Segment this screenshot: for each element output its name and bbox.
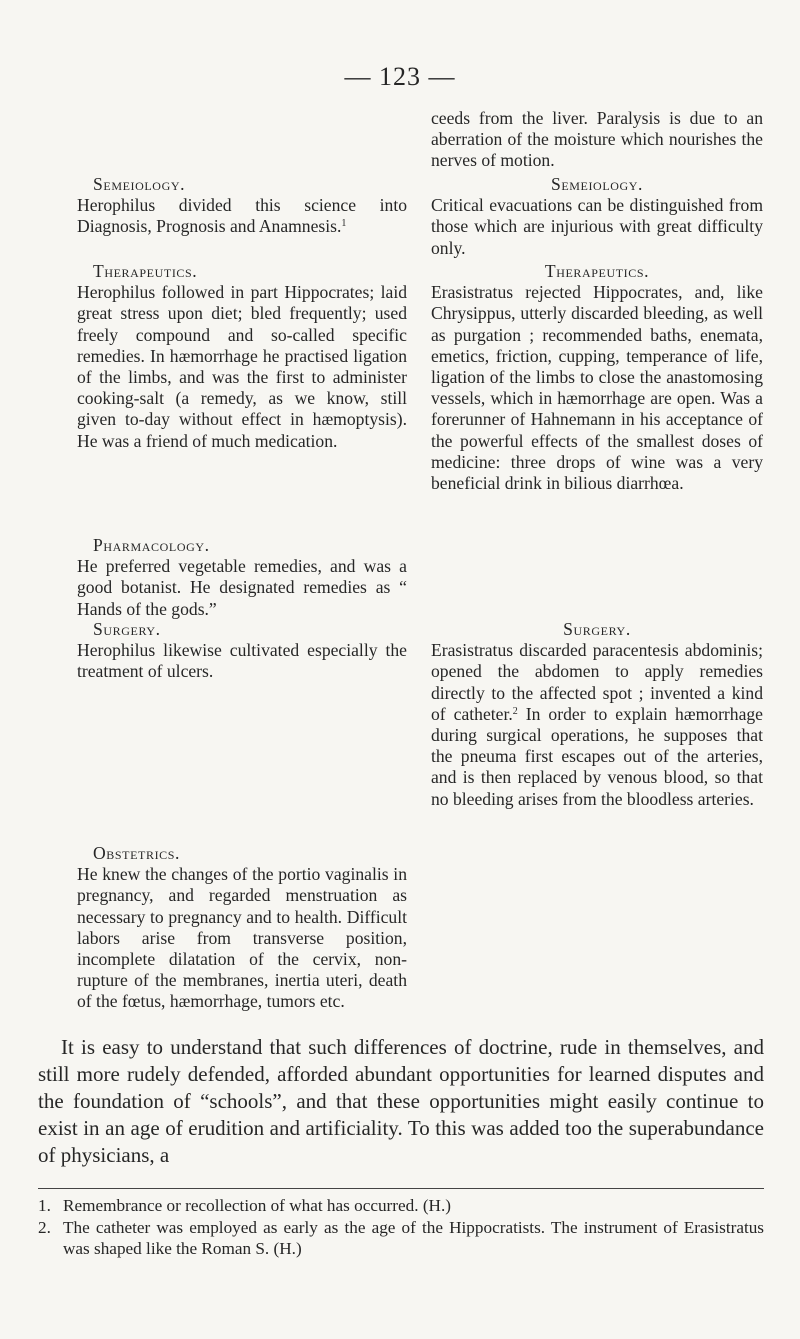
footnote-2	[38, 1217, 764, 1259]
left-obstetrics-text: He knew the changes of the portio vaginalis in pregnancy, and regarded menstruation as necessary to pregnancy and to health. Difficult labors arise from transverse position, incomplete dilatation of the cervix, non-rupture of the membranes, inertia uteri, death of the fœtus, hæmorrhage, tumors etc.	[77, 864, 407, 1012]
footnote-1	[38, 1195, 764, 1216]
right-therapeutics-text: Erasistratus rejected Hippocrates, and, like Chrysippus, utterly discarded bleeding, as well as purgation ; recommended baths, enemata, emetics, friction, cupping, temperance of life, ligation of the limbs to close the anastomosing vessels, which in hæmorrhage are open. Was a forerunner of Hahnemann in his acceptance of the powerful effects of the smallest doses of medicine: three drops of wine was a very beneficial drink in bilious diarrhœa.	[431, 282, 763, 494]
left-semeiology-heading: Semeiology.	[93, 174, 186, 194]
footnote-ref-2: 2	[512, 705, 518, 717]
page-number: — 123 —	[344, 62, 456, 91]
left-therapeutics-text: Herophilus followed in part Hippocrates; laid great stress upon diet; bled frequently; used freely compound and so-called specific remedies. In hæmorrhage he practised ligation of the limbs, and was the first to administer cooking-salt (a remedy, as we know, still given to-day without effect in hæmoptysis). He was a friend of much medication.	[77, 282, 407, 451]
left-semeiology-text: Herophilus divided this science into Diagnosis, Prognosis and Anamnesis.$^1$	[77, 195, 407, 237]
left-surgery-text: Herophilus likewise cultivated especially the treatment of ulcers.	[77, 640, 407, 682]
right-surgery-text: Erasistratus discarded paracentesis abdominis; opened the abdomen to apply remedies directly to the affected spot ; invented a kind of catheter.$^2$ In order to explain hæmorrhage during surgical operations, he supposes that the pneuma first escapes out of the arteries, and is then replaced by venous blood, so that no bleeding arises from the bloodless arteries.	[431, 640, 763, 809]
footnote-divider	[38, 1188, 764, 1189]
left-surgery-section	[77, 619, 407, 683]
left-pharmacology-text: He preferred vegetable remedies, and was a good botanist. He designated remedies as “ Hands of the gods.”	[77, 556, 407, 619]
right-semeiology-section	[431, 174, 763, 259]
right-therapeutics-section	[431, 261, 763, 494]
right-intro-section	[431, 108, 763, 172]
right-therapeutics-heading: Therapeutics.	[544, 261, 650, 281]
left-pharmacology-heading: Pharmacology.	[93, 535, 210, 555]
footnote-number: 2.	[38, 1218, 51, 1237]
footnote-text: The catheter was employed as early as the age of the Hippocratists. The instrument of Erasistratus was shaped like the Roman S. (H.)	[63, 1218, 764, 1258]
left-obstetrics-section	[77, 843, 407, 1013]
footnote-number: 1.	[38, 1196, 51, 1215]
right-surgery-heading: Surgery.	[563, 619, 631, 639]
left-obstetrics-heading: Obstetrics.	[93, 843, 181, 863]
left-therapeutics-heading: Therapeutics.	[93, 261, 198, 281]
main-paragraph: It is easy to understand that such differences of doctrine, rude in themselves, and still more rudely defended, afforded abundant opportunities for learned disputes and the foundation of “schools”, and that these opportunities might easily continue to exist in an age of erudition and artificiality. To this was added too the superabundance of physicians, a	[38, 1035, 764, 1167]
right-semeiology-text: Critical evacuations can be distinguished from those which are injurious with great difficulty only.	[431, 195, 763, 258]
right-surgery-section	[431, 619, 763, 810]
left-surgery-heading: Surgery.	[93, 619, 161, 639]
left-pharmacology-section	[77, 535, 407, 620]
left-therapeutics-section	[77, 261, 407, 452]
footnotes	[38, 1195, 764, 1260]
left-semeiology-section	[77, 174, 407, 238]
right-intro-text: ceeds from the liver. Paralysis is due to an aberration of the moisture which nourishes the nerves of motion.	[431, 108, 763, 171]
footnote-text: Remembrance or recollection of what has occurred. (H.)	[63, 1196, 451, 1215]
footnote-ref-1: 1	[341, 218, 347, 230]
right-semeiology-heading: Semeiology.	[550, 174, 644, 194]
